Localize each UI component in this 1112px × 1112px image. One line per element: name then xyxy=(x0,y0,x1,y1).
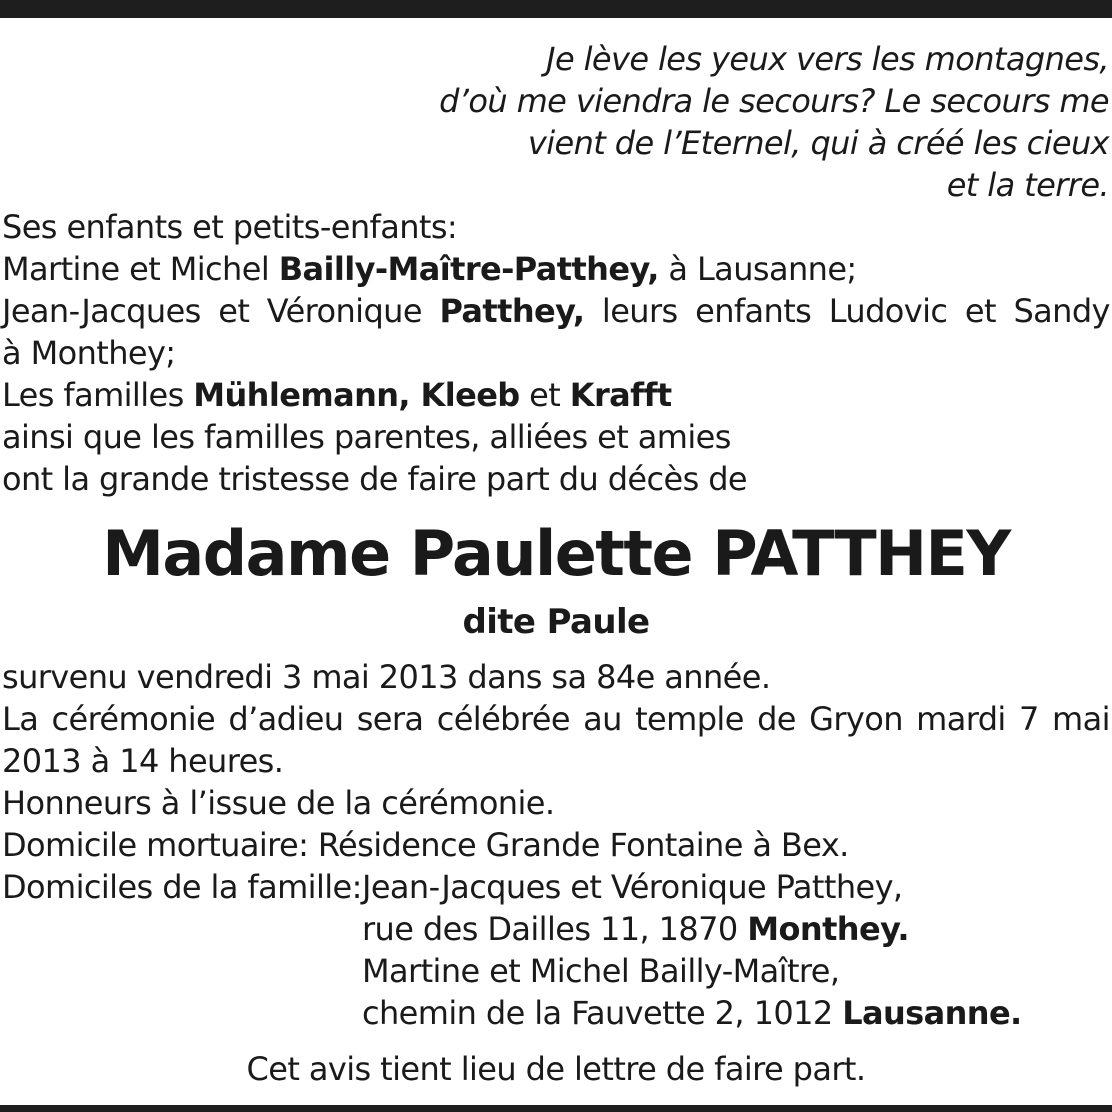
family-surname: Patthey, xyxy=(439,292,585,330)
footer-note: Cet avis tient lieu de lettre de faire part. xyxy=(246,1050,866,1088)
address-1-city: Monthey. xyxy=(747,910,909,948)
top-border xyxy=(0,0,1112,18)
bible-verse xyxy=(409,38,1109,206)
addresses-label: Domiciles de la famille: xyxy=(2,868,362,906)
family-surnames: Mühlemann, Kleeb xyxy=(193,376,520,414)
ceremony-line-cont: 2013 à 14 heures. xyxy=(2,742,284,780)
family-surname: Krafft xyxy=(569,376,672,414)
address-2-street: chemin de la Fauvette 2, 1012 Lausanne. xyxy=(362,994,1022,1032)
family-line-1: Martine et Michel Bailly-Maître-Patthey, à Lausanne; xyxy=(2,250,857,288)
address-list xyxy=(362,866,1022,1034)
family-line-3: Les familles Mühlemann, Kleeb et Krafft xyxy=(2,376,672,414)
death-notice: survenu vendredi 3 mai 2013 dans sa 84e année. xyxy=(2,658,771,696)
family-surname: Bailly-Maître-Patthey, xyxy=(278,250,659,288)
address-1-street: rue des Dailles 11, 1870 Monthey. xyxy=(362,910,909,948)
mortuary-line: Domicile mortuaire: Résidence Grande Fontaine à Bex. xyxy=(2,826,849,864)
family-line-2-cont: à Monthey; xyxy=(2,334,176,372)
verse-line: et la terre. xyxy=(946,166,1109,204)
honours-line: Honneurs à l’issue de la cérémonie. xyxy=(2,784,555,822)
deceased-name: Madame Paulette PATTHEY xyxy=(102,517,1010,590)
bottom-border xyxy=(0,1105,1112,1112)
verse-line: Je lève les yeux vers les montagnes, xyxy=(546,40,1109,78)
verse-line: vient de l’Eternel, qui à créé les cieux xyxy=(527,124,1109,162)
address-2-city: Lausanne. xyxy=(842,994,1022,1032)
family-line-4: ainsi que les familles parentes, alliées et amies xyxy=(2,418,731,456)
family-line-5: ont la grande tristesse de faire part du décès de xyxy=(2,460,748,498)
ceremony-details xyxy=(2,656,1110,1034)
family-addresses xyxy=(2,866,1110,1034)
family-announcement xyxy=(2,206,1110,500)
ceremony-line: La cérémonie d’adieu sera célébrée au temple de Gryon mardi 7 mai xyxy=(2,700,1110,738)
verse-line: d’où me viendra le secours? Le secours me xyxy=(439,82,1109,120)
address-1-name: Jean-Jacques et Véronique Patthey, xyxy=(362,868,903,906)
deceased-nickname: dite Paule xyxy=(462,602,650,642)
address-2-name: Martine et Michel Bailly-Maître, xyxy=(362,952,840,990)
family-line-2: Jean-Jacques et Véronique Patthey, leurs enfants Ludovic et Sandy xyxy=(2,292,1110,330)
family-intro: Ses enfants et petits-enfants: xyxy=(2,208,458,246)
